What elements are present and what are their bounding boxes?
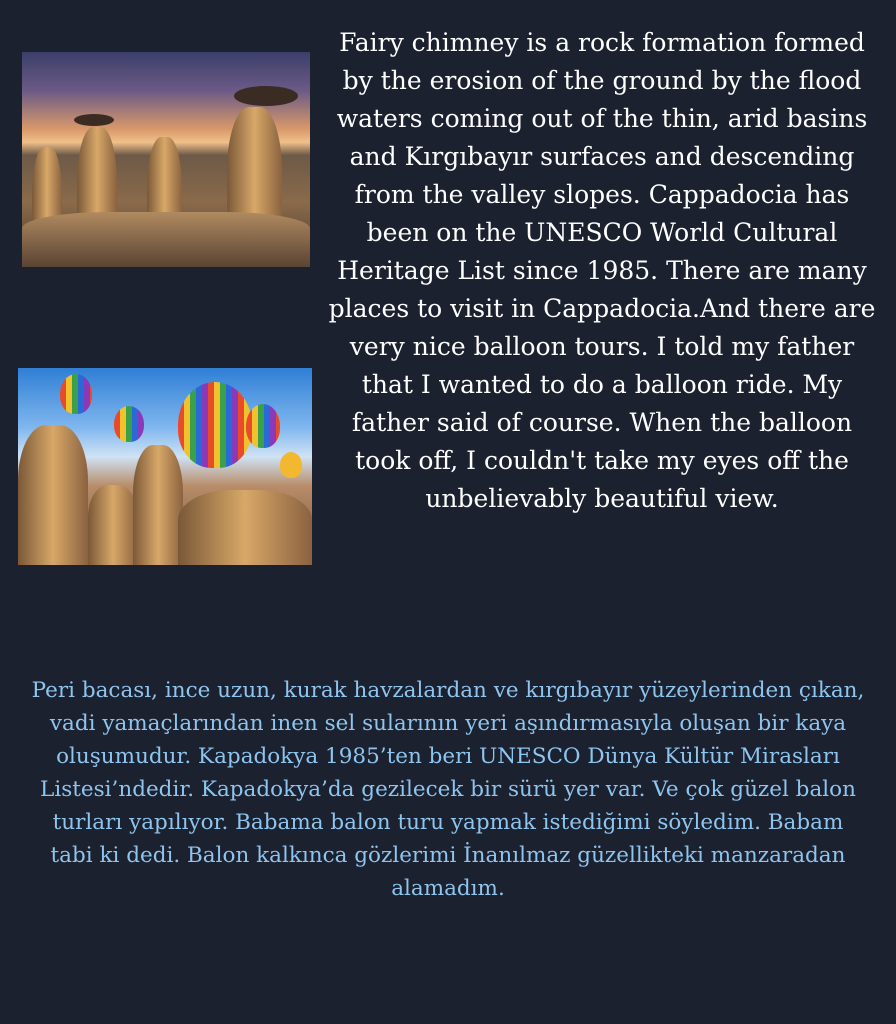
rock-cap xyxy=(234,86,298,106)
rock-formation xyxy=(88,485,138,565)
rock-base xyxy=(22,212,310,267)
fairy-chimneys-photo xyxy=(22,52,310,267)
balloon xyxy=(60,374,92,414)
balloon xyxy=(114,406,144,442)
rock-formation xyxy=(133,445,183,565)
balloon xyxy=(178,382,252,468)
rock-formation xyxy=(18,425,88,565)
balloon xyxy=(280,452,302,478)
rock-formation xyxy=(178,490,312,565)
english-paragraph: Fairy chimney is a rock formation formed by the erosion of the ground by the flood waters coming out of the thin, arid basins and Kırgıbayır surfaces and descending from the valley slopes. Cappadocia has been on the UNESCO World Cultural Heritage List since 1985. There are many places to visit in Cappadocia.And there are very nice balloon tours. I told my father that I wanted to do a balloon ride. My father said of course. When the balloon took off, I couldn't take my eyes off the unbelievably beautiful view. xyxy=(328,28,876,513)
balloon xyxy=(246,404,280,448)
cappadocia-balloons-photo xyxy=(18,368,312,565)
rock-cap xyxy=(74,114,114,126)
turkish-paragraph: Peri bacası, ince uzun, kurak havzalardan ve kırgıbayır yüzeylerinden çıkan, vadi yamaçlarından inen sel sularının yeri aşındırmasıyla oluşan bir kaya oluşumudur. Kapadokya 1985’ten beri UNESCO Dünya Kültür Mirasları Listesi’ndedir. Kapadokya’da gezilecek bir sürü yer var. Ve çok güzel balon turları yapılıyor. Babama balon turu yapmak istediğimi söyledim. Babam tabi ki dedi. Balon kalkınca gözlerimi İnanılmaz güzellikteki manzaradan alamadım. xyxy=(31,678,865,901)
